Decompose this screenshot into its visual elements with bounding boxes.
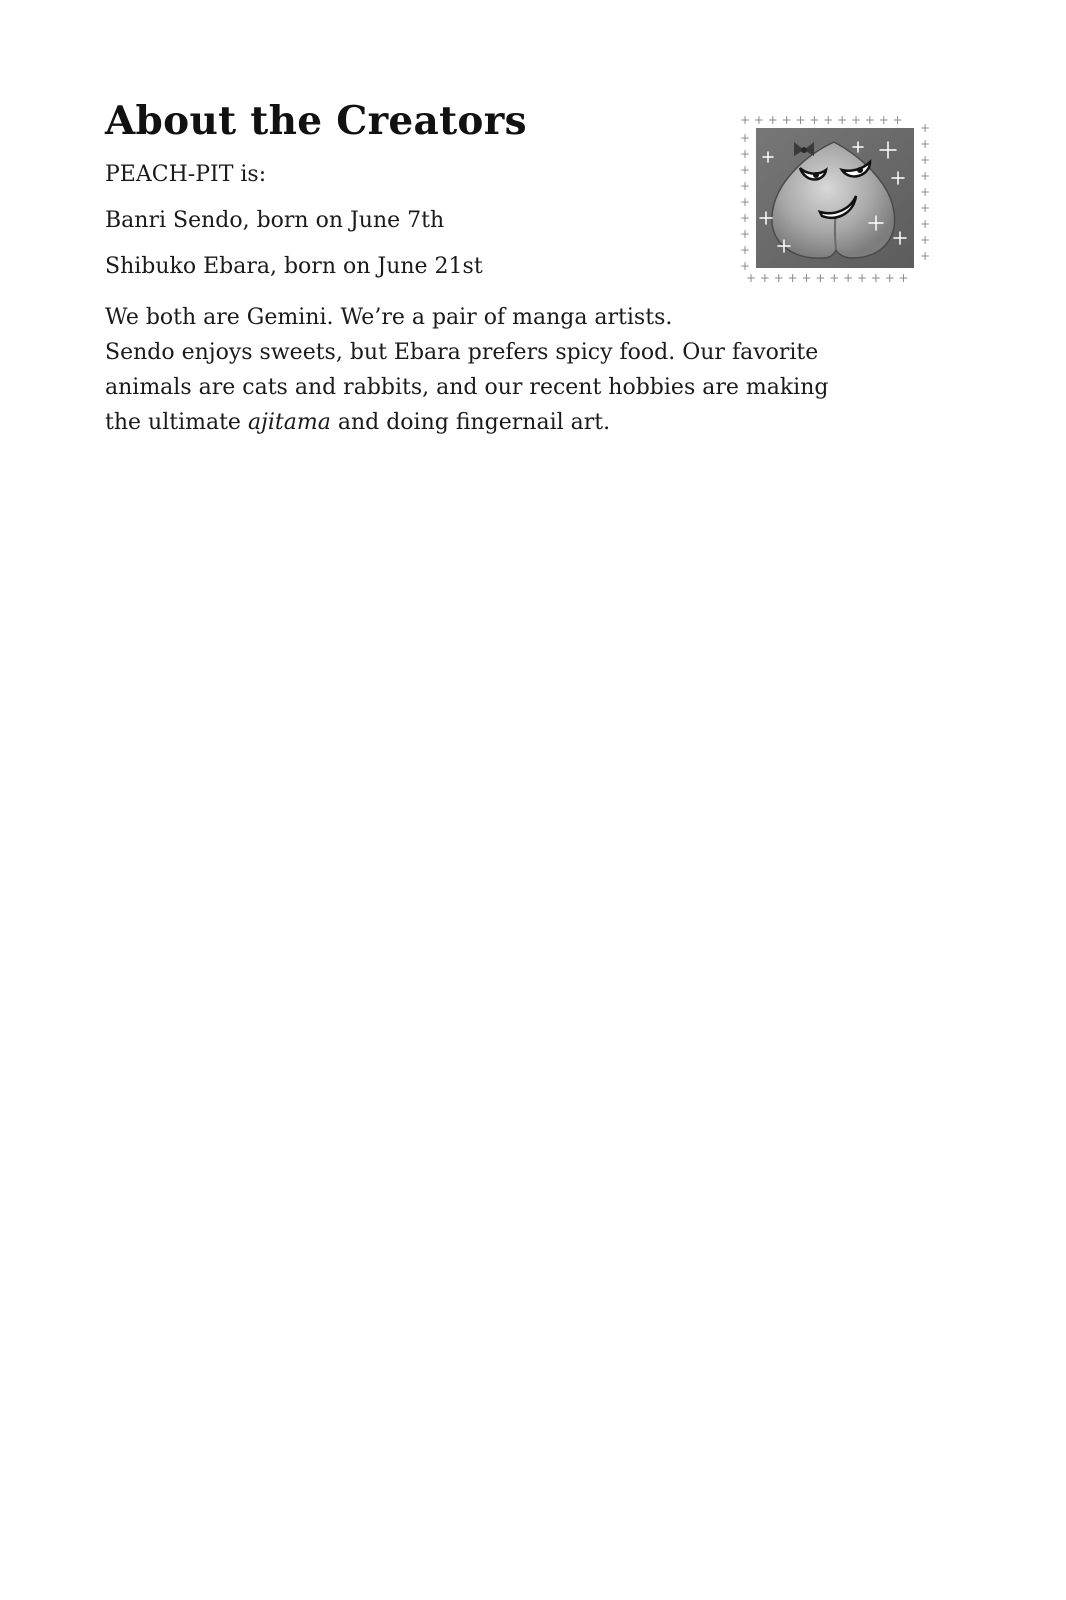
svg-text:+: + — [740, 179, 751, 193]
bio-text: the ultimate — [105, 410, 248, 435]
bio-line: We both are Gemini. We’re a pair of manga artists. — [105, 305, 673, 330]
creator-portrait — [738, 112, 932, 284]
bio-paragraph — [105, 300, 905, 440]
svg-text:+ + + + + + + + + + + +: + + + + + + + + + + + + — [746, 271, 909, 284]
bio-text: and doing fingernail art. — [330, 410, 611, 435]
svg-text:+: + — [920, 233, 931, 247]
svg-text:+: + — [920, 217, 931, 231]
svg-text:+: + — [920, 185, 931, 199]
svg-text:+: + — [920, 153, 931, 167]
svg-text:+: + — [740, 243, 751, 257]
svg-text:+: + — [920, 137, 931, 151]
bio-line: Sendo enjoys sweets, but Ebara prefers spicy food. Our favorite — [105, 340, 819, 365]
page-title: About the Creators — [105, 98, 527, 144]
bio-line — [105, 405, 905, 440]
svg-text:+: + — [920, 201, 931, 215]
svg-text:+: + — [740, 211, 751, 225]
member-line: Banri Sendo, born on June 7th — [105, 208, 445, 233]
svg-text:+: + — [920, 121, 931, 135]
svg-text:+: + — [740, 195, 751, 209]
svg-text:+: + — [920, 249, 931, 263]
intro-line: PEACH-PIT is: — [105, 162, 267, 187]
svg-text:+: + — [920, 169, 931, 183]
svg-text:+: + — [740, 147, 751, 161]
member-line: Shibuko Ebara, born on June 21st — [105, 254, 483, 279]
bio-line: animals are cats and rabbits, and our recent hobbies are making — [105, 375, 829, 400]
peach-character-icon — [738, 112, 932, 284]
svg-text:+: + — [740, 131, 751, 145]
svg-text:+ + + + + + + + + + + +: + + + + + + + + + + + + — [740, 113, 903, 127]
italic-term: ajitama — [247, 410, 331, 435]
svg-text:+: + — [740, 227, 751, 241]
svg-text:+: + — [740, 259, 751, 273]
svg-text:+: + — [740, 163, 751, 177]
